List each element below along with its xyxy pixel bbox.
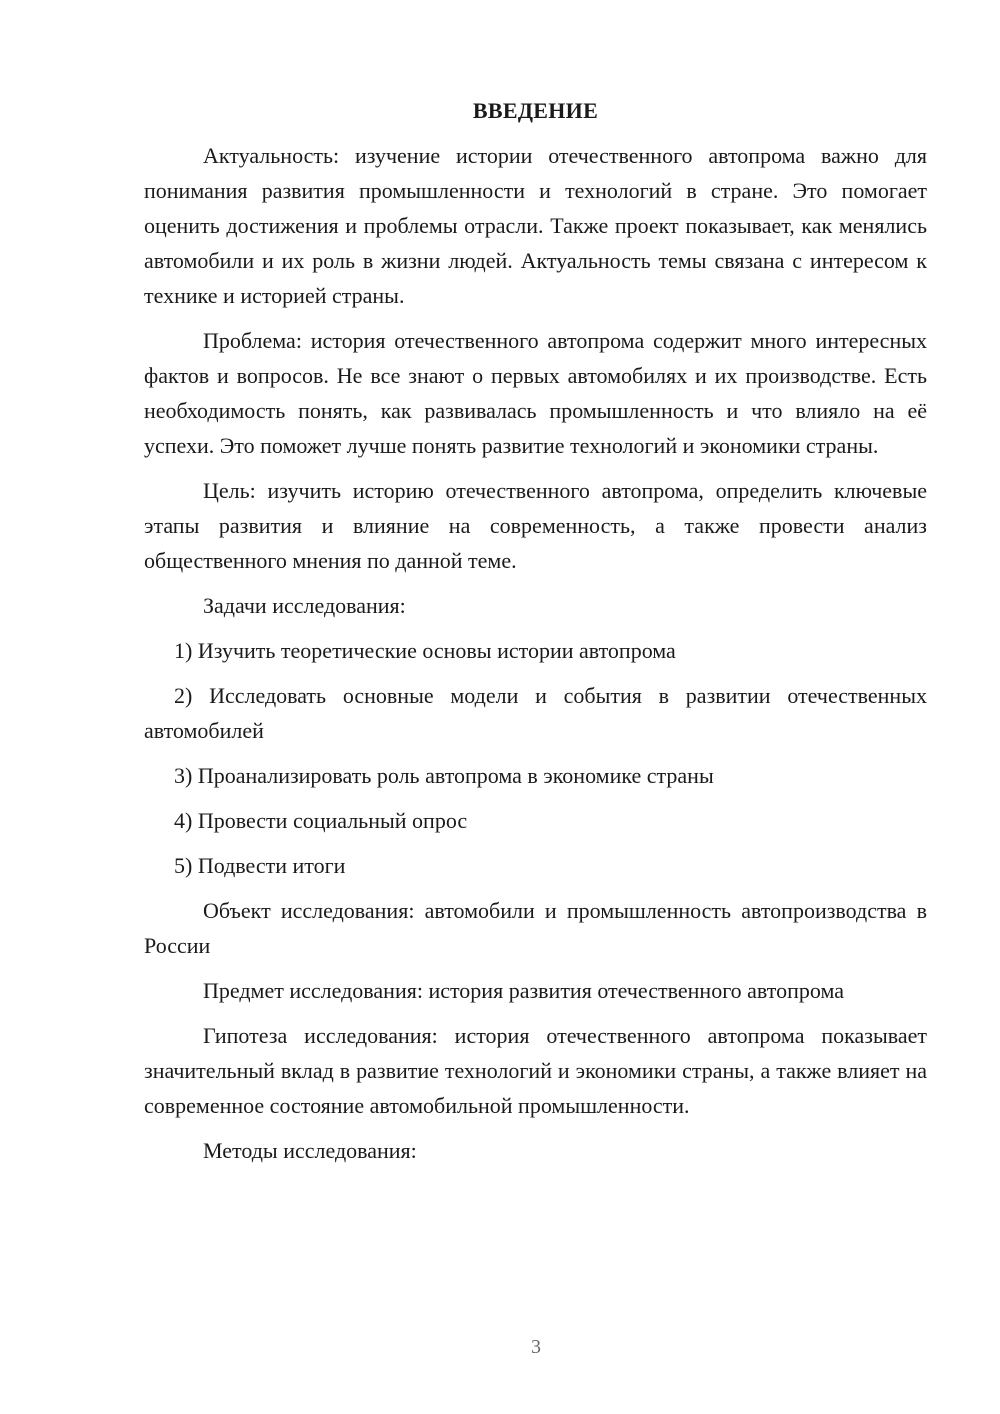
research-methods-title: Методы исследования: [203, 1138, 417, 1163]
research-hypothesis-paragraph: Гипотеза исследования: история отечественного автопрома показывает значительный вклад в развитие технологий и экономики страны, а также влияет на современное состояние автомобильной промышленности. [144, 1023, 927, 1118]
research-object-paragraph: Объект исследования: автомобили и промышленность автопроизводства в России [144, 898, 927, 958]
task-item-2: 2) Исследовать основные модели и события в развитии отечественных автомобилей [144, 683, 927, 743]
task-item-4: 4) Провести социальный опрос [174, 808, 468, 833]
task-item-1: 1) Изучить теоретические основы истории автопрома [174, 638, 676, 663]
page-number: 3 [531, 1336, 541, 1358]
task-item-5: 5) Подвести итоги [174, 853, 346, 878]
research-subject-paragraph: Предмет исследования: история развития отечественного автопрома [203, 978, 844, 1003]
problem-paragraph: Проблема: история отечественного автопрома содержит много интересных фактов и вопросов. Не все знают о первых автомобилях и их производстве. Есть необходимость понять, как развивалась промышленность и что влияло на её успехи. Это поможет лучше понять развитие технологий и экономики страны. [144, 328, 927, 458]
page-content [144, 96, 927, 1178]
page-heading: ВВЕДЕНИЕ [472, 98, 599, 123]
relevance-paragraph: Актуальность: изучение истории отечественного автопрома важно для понимания развития промышленности и технологий в стране. Это помогает оценить достижения и проблемы отрасли. Также проект показывает, как менялись автомобили и их роль в жизни людей. Актуальность темы связана с интересом к технике и историей страны. [144, 143, 927, 308]
task-item-3: 3) Проанализировать роль автопрома в экономике страны [174, 763, 714, 788]
tasks-title: Задачи исследования: [203, 593, 406, 618]
goal-paragraph: Цель: изучить историю отечественного автопрома, определить ключевые этапы развития и влияние на современность, а также провести анализ общественного мнения по данной теме. [144, 478, 927, 573]
